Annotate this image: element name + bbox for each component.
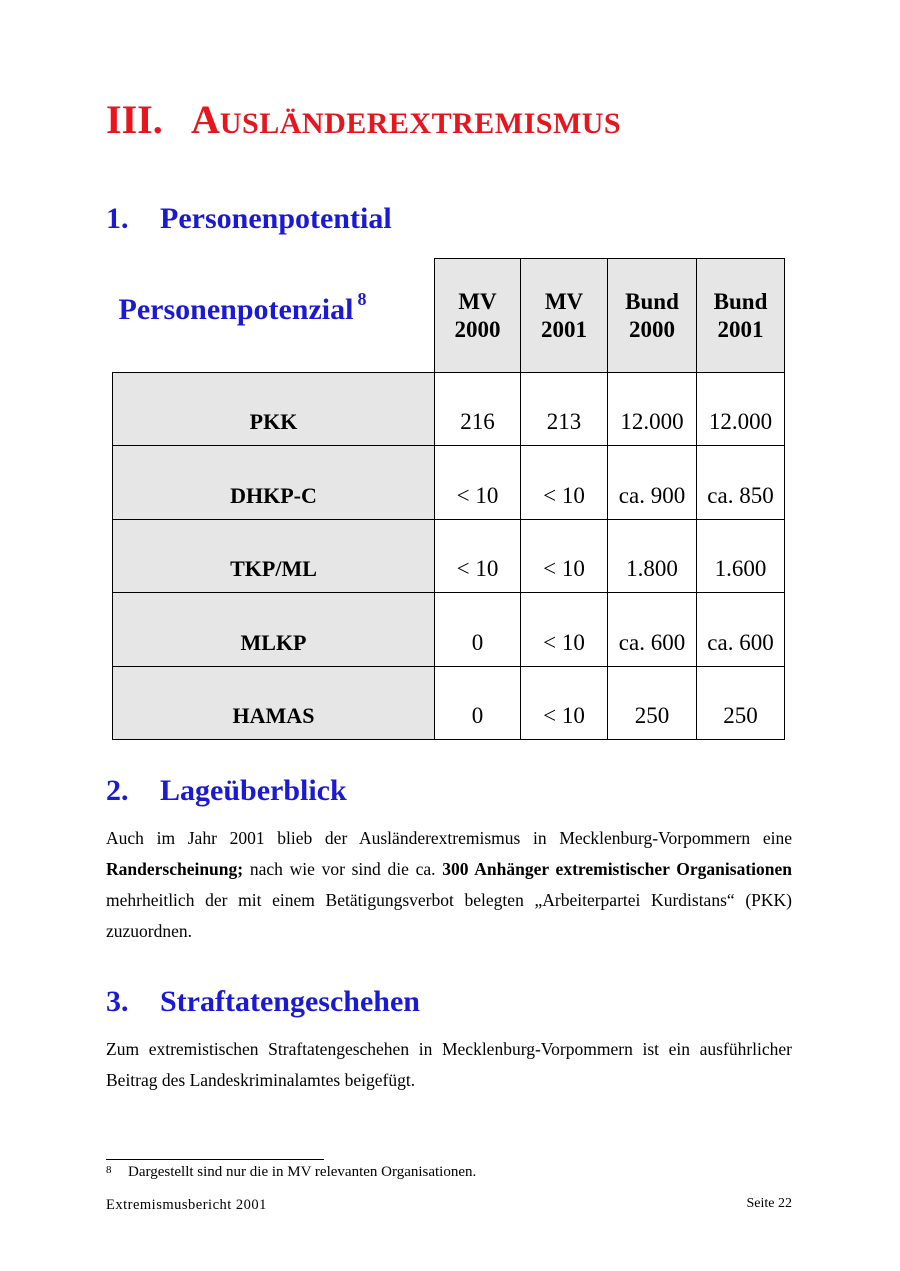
section-number: 2. <box>106 774 129 807</box>
table-cell: ca. 850 <box>697 446 785 520</box>
table-row <box>113 446 785 520</box>
table-cell: < 10 <box>521 593 608 667</box>
personenpotenzial-table <box>112 258 785 740</box>
table-row <box>113 373 785 446</box>
straftaten-paragraph: Zum extremistischen Straftatengeschehen in Mecklenburg-Vorpommern ist ein ausführlicher Beitrag des Landeskriminalamtes beigefügt. <box>106 1039 792 1090</box>
table-cell: < 10 <box>521 446 608 520</box>
chapter-title-rest: USLÄNDEREXTREMISMUS <box>219 107 622 140</box>
row-label: MLKP <box>113 593 435 667</box>
table-title-cell <box>113 259 435 373</box>
footnote-number: 8 <box>106 1164 112 1176</box>
section-title: Straftatengeschehen <box>160 985 420 1018</box>
emphasis-text: 300 Anhänger extremistischer Organisationen <box>442 859 793 879</box>
column-header: MV 2001 <box>521 259 608 373</box>
section-heading-1 <box>106 204 392 234</box>
table-cell: < 10 <box>521 520 608 593</box>
table-cell: ca. 900 <box>608 446 697 520</box>
table-cell: 12.000 <box>608 373 697 446</box>
footnote-text: Dargestellt sind nur die in MV relevanten Organisationen. <box>128 1164 477 1180</box>
table-cell: ca. 600 <box>608 593 697 667</box>
emphasis-text: Randerscheinung; <box>106 859 244 879</box>
table-cell: 216 <box>435 373 521 446</box>
footnote-ref: 8 <box>357 288 367 309</box>
section-title: Lageüberblick <box>160 774 347 807</box>
table-cell: 1.600 <box>697 520 785 593</box>
table-cell: < 10 <box>435 446 521 520</box>
table-header-row <box>113 259 785 373</box>
lage-paragraph: Auch im Jahr 2001 blieb der Ausländerextremismus in Mecklenburg-Vorpommern eine Randerscheinung; nach wie vor sind die ca. 300 Anhänger extremistischer Organisationen mehrheitlich der mit einem Betätigungsverbot belegten „Arbeiterpartei Kurdistans“ (PKK) zuzuordnen. <box>106 828 793 941</box>
section-heading-3 <box>106 987 420 1017</box>
table-row <box>113 520 785 593</box>
table-cell: 1.800 <box>608 520 697 593</box>
section-title: Personenpotential <box>160 202 392 235</box>
section-number: 3. <box>106 985 129 1018</box>
table-cell: 213 <box>521 373 608 446</box>
footnote <box>106 1164 476 1181</box>
table-title: Personenpotenzial $^8$ <box>118 288 367 326</box>
chapter-number: III. <box>106 97 163 142</box>
table-cell: 0 <box>435 593 521 667</box>
footnote-divider <box>106 1159 324 1160</box>
section-heading-2 <box>106 776 347 806</box>
footer-document-title: Extremismusbericht 2001 <box>106 1197 267 1213</box>
chapter-heading <box>106 97 622 142</box>
table-row <box>113 593 785 667</box>
row-label: PKK <box>113 373 435 446</box>
row-label: DHKP-C <box>113 446 435 520</box>
column-header: Bund 2000 <box>608 259 697 373</box>
section-number: 1. <box>106 202 129 235</box>
table-cell: < 10 <box>521 667 608 740</box>
footer-page-number: Seite 22 <box>746 1196 792 1211</box>
chapter-title-initial: A <box>191 97 220 142</box>
table-row <box>113 667 785 740</box>
row-label: HAMAS <box>113 667 435 740</box>
column-header: Bund 2001 <box>697 259 785 373</box>
row-label: TKP/ML <box>113 520 435 593</box>
table-cell: 250 <box>697 667 785 740</box>
table-cell: 12.000 <box>697 373 785 446</box>
table-cell: ca. 600 <box>697 593 785 667</box>
table-cell: 0 <box>435 667 521 740</box>
table-cell: < 10 <box>435 520 521 593</box>
table-cell: 250 <box>608 667 697 740</box>
column-header: MV 2000 <box>435 259 521 373</box>
